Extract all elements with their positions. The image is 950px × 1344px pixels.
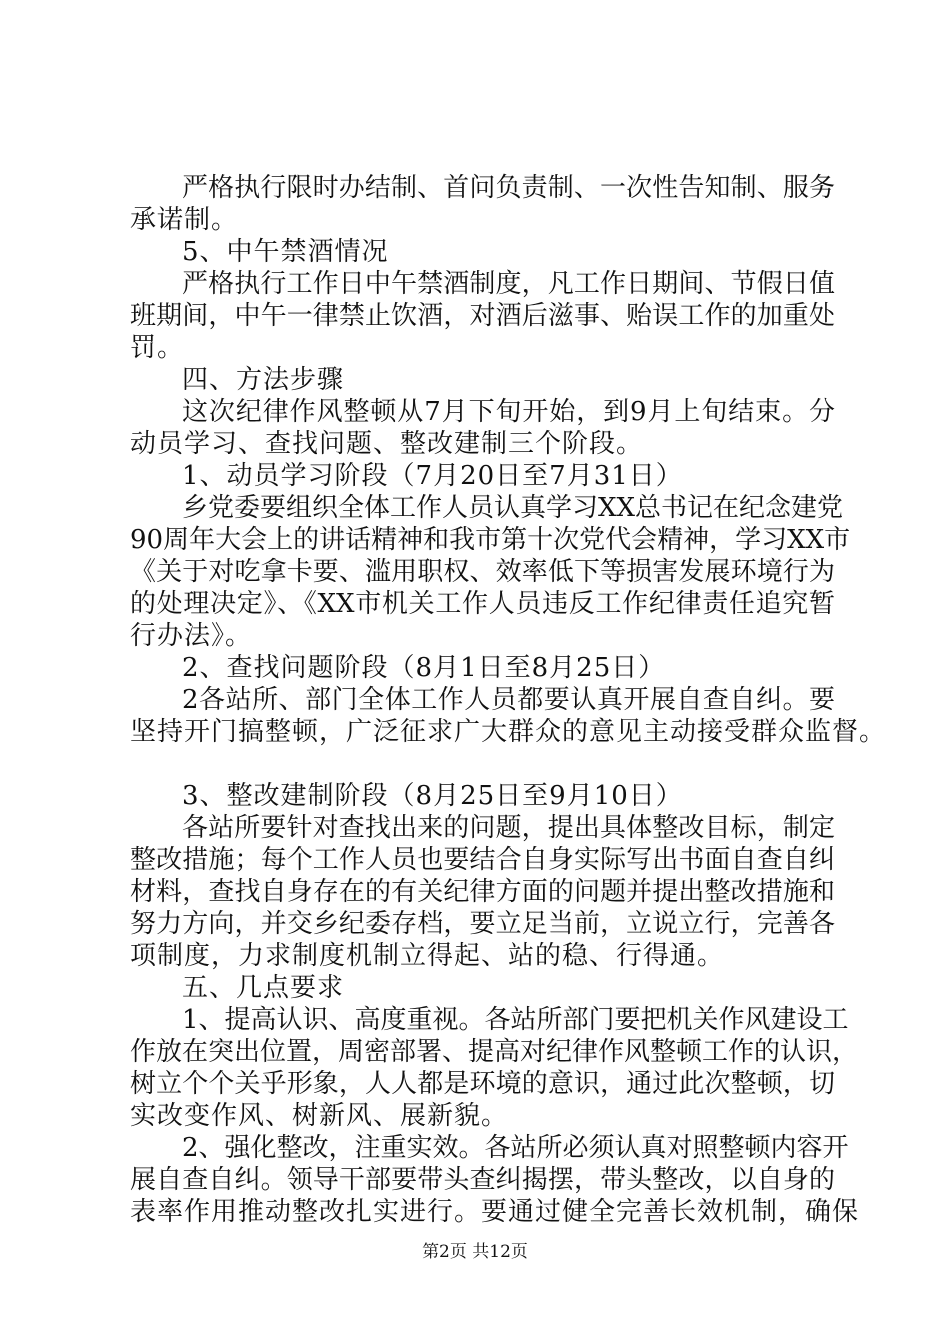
paragraph <box>130 1132 860 1228</box>
text-line: 坚持开门搞整顿，广泛征求广大群众的意见主动接受群众监督。 <box>130 717 887 747</box>
paragraph <box>130 460 835 492</box>
text-line: 班期间，中午一律禁止饮酒，对酒后滋事、贻误工作的加重处 <box>130 301 835 331</box>
text-line: 整改措施；每个工作人员也要结合自身实际写出书面自查自纠 <box>130 845 835 875</box>
text-line: 展自查自纠。领导干部要带头查纠揭摆，带头整改，以自身的 <box>130 1165 835 1195</box>
text-line: 表率作用推动整改扎实进行。要通过健全完善长效机制，确保 <box>130 1197 860 1227</box>
text-line: 这次纪律作风整顿从7月下旬开始，到9月上旬结束。分 <box>182 397 835 427</box>
paragraph <box>130 780 835 812</box>
text-line: 90周年大会上的讲话精神和我市第十次党代会精神，学习XX市 <box>130 525 851 555</box>
page-footer: 第2页 共12页 <box>422 1242 528 1262</box>
text-line: 罚。 <box>130 333 185 363</box>
text-line: 四、方法步骤 <box>182 365 345 395</box>
text-line: 树立个个关乎形象，人人都是环境的意识，通过此次整顿，切 <box>130 1069 835 1099</box>
paragraph <box>130 236 835 268</box>
paragraph <box>130 396 835 460</box>
text-line: 2、强化整改，注重实效。各站所必须认真对照整顿内容开 <box>182 1133 849 1163</box>
paragraph <box>130 812 835 972</box>
text-line: 严格执行限时办结制、首问负责制、一次性告知制、服务 <box>182 173 835 203</box>
text-line: 乡党委要组织全体工作人员认真学习XX总书记在纪念建党 <box>182 493 844 523</box>
paragraph-gap <box>130 748 835 780</box>
paragraph <box>130 684 887 748</box>
text-line: 5、中午禁酒情况 <box>182 237 389 267</box>
text-line: 1、提高认识、高度重视。各站所部门要把机关作风建设工 <box>182 1005 849 1035</box>
paragraph <box>130 364 835 396</box>
paragraph <box>130 268 835 364</box>
text-line: 实改变作风、树新风、展新貌。 <box>130 1101 509 1131</box>
paragraph <box>130 652 835 684</box>
text-line: 作放在突出位置，周密部署、提高对纪律作风整顿工作的认识， <box>130 1037 859 1067</box>
text-line: 承诺制。 <box>130 205 239 235</box>
paragraph <box>130 172 835 236</box>
text-line: 2各站所、部门全体工作人员都要认真开展自查自纠。要 <box>182 685 835 715</box>
text-line: 项制度，力求制度机制立得起、站的稳、行得通。 <box>130 941 725 971</box>
paragraph <box>130 492 851 652</box>
text-line: 的处理决定》、《XX市机关工作人员违反工作纪律责任追究暂 <box>130 589 835 619</box>
text-line: 努力方向，并交乡纪委存档，要立足当前，立说立行，完善各 <box>130 909 835 939</box>
paragraph <box>130 1004 859 1132</box>
text-line: 动员学习、查找问题、整改建制三个阶段。 <box>130 429 644 459</box>
text-line: 严格执行工作日中午禁酒制度，凡工作日期间、节假日值 <box>182 269 835 299</box>
text-line: 行办法》。 <box>130 621 253 651</box>
text-line: 《关于对吃拿卡要、滥用职权、效率低下等损害发展环境行为 <box>130 557 835 587</box>
text-line: 各站所要针对查找出来的问题，提出具体整改目标，制定 <box>182 813 835 843</box>
paragraph <box>130 972 835 1004</box>
text-line: 1、动员学习阶段（7月20日至7月31日） <box>182 461 683 491</box>
text-line: 3、整改建制阶段（8月25日至9月10日） <box>182 781 683 811</box>
text-line: 材料，查找自身存在的有关纪律方面的问题并提出整改措施和 <box>130 877 835 907</box>
text-line: 2、查找问题阶段（8月1日至8月25日） <box>182 653 666 683</box>
text-line: 五、几点要求 <box>182 973 345 1003</box>
document-body <box>130 172 887 1228</box>
